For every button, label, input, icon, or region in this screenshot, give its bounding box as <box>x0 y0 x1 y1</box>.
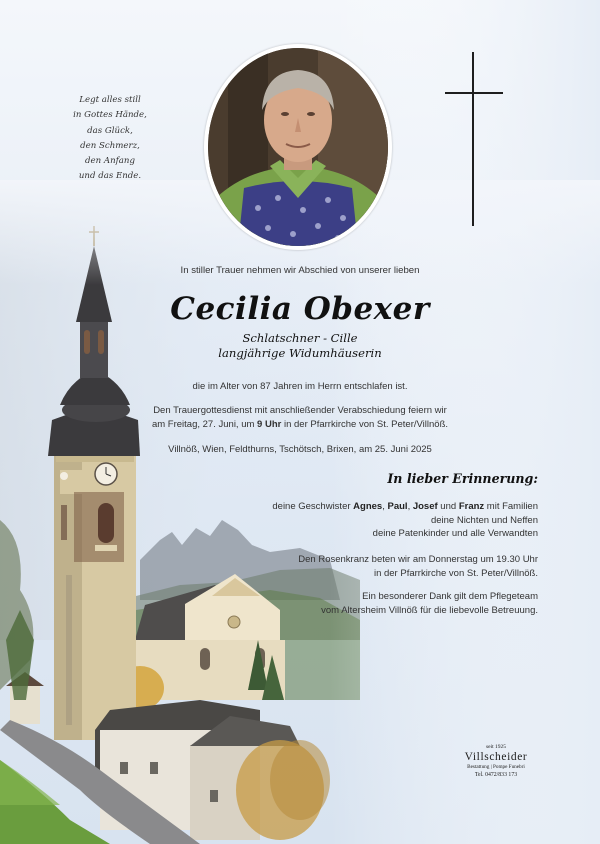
service-line-2 <box>150 418 450 432</box>
mourners-line-2: deine Nichten und Neffen <box>430 514 538 526</box>
thanks-line-1: Ein besonderer Dank gilt dem Pflegeteam <box>362 591 538 602</box>
separator: , <box>382 501 388 512</box>
mourner-name: Agnes <box>353 501 383 512</box>
deceased-name: Cecilia Obexer <box>170 291 430 327</box>
elderly-woman-portrait <box>208 48 388 246</box>
poem-line: in Gottes Hände, <box>73 110 147 121</box>
rosary-line-1: Den Rosenkranz beten wir am Donnerstag um 19.30 Uhr <box>298 554 538 565</box>
service-line-1: Den Trauergottesdienst mit anschließender Verabschiedung feiern wir <box>153 405 447 416</box>
rosary-line-2: in der Pfarrkirche von St. Peter/Villnöß. <box>373 567 538 579</box>
deceased-nickname: Schlatschner - Cille <box>242 331 358 345</box>
service-time: 9 Uhr <box>257 418 282 430</box>
thanks-text <box>208 590 538 617</box>
cross-icon <box>472 52 474 226</box>
poem-line: den Schmerz, <box>80 140 140 151</box>
intro-text: In stiller Trauer nehmen wir Abschied von unserer lieben <box>180 265 420 276</box>
deceased-role: langjährige Widumhäuserin <box>218 346 382 360</box>
mourners-line-3: deine Patenkinder und alle Verwandten <box>372 528 538 540</box>
mourner-name: Josef <box>412 501 438 512</box>
service-text <box>150 404 450 431</box>
logo-tagline: Bestattung | Pompe Funebri <box>467 764 525 770</box>
passing-text: die im Alter von 87 Jahren im Herrn entschlafen ist. <box>192 381 408 392</box>
mourners-list <box>208 500 538 541</box>
mourner-name: Franz <box>458 501 485 512</box>
service-location: in der Pfarrkirche von St. Peter/Villnöß. <box>281 418 449 430</box>
mourners-prefix: deine Geschwister <box>272 501 354 512</box>
thanks-line-2: vom Altersheim Villnöß für die liebevolle Betreuung. <box>321 604 538 616</box>
cross-icon-bar <box>445 92 503 94</box>
separator: , <box>407 501 413 512</box>
portrait-image <box>208 48 388 246</box>
mourners-line-1 <box>208 500 538 514</box>
separator: und <box>437 501 459 512</box>
logo-since: seit 1925 <box>485 744 506 750</box>
poem <box>58 93 162 185</box>
logo-brand: Villscheider <box>464 751 528 763</box>
poem-line: Legt alles still <box>79 95 141 105</box>
place-date: Villnöß, Wien, Feldthurns, Tschötsch, Brixen, am 25. Juni 2025 <box>168 444 432 455</box>
mourner-name: Paul <box>387 501 408 512</box>
deceased-details <box>150 331 450 361</box>
memory-heading: In lieber Erinnerung: <box>387 471 538 486</box>
poem-line: den Anfang <box>85 156 135 167</box>
poem-line: das Glück, <box>87 125 133 136</box>
portrait-photo <box>204 44 392 250</box>
rosary-text <box>208 553 538 580</box>
mourners-suffix: mit Familien <box>484 501 538 512</box>
logo-phone: Tel. 0472/833 173 <box>474 772 518 778</box>
poem-line: und das Ende. <box>78 171 142 182</box>
funeral-home-logo <box>448 744 544 779</box>
service-date: am Freitag, 27. Juni, um <box>151 418 258 430</box>
